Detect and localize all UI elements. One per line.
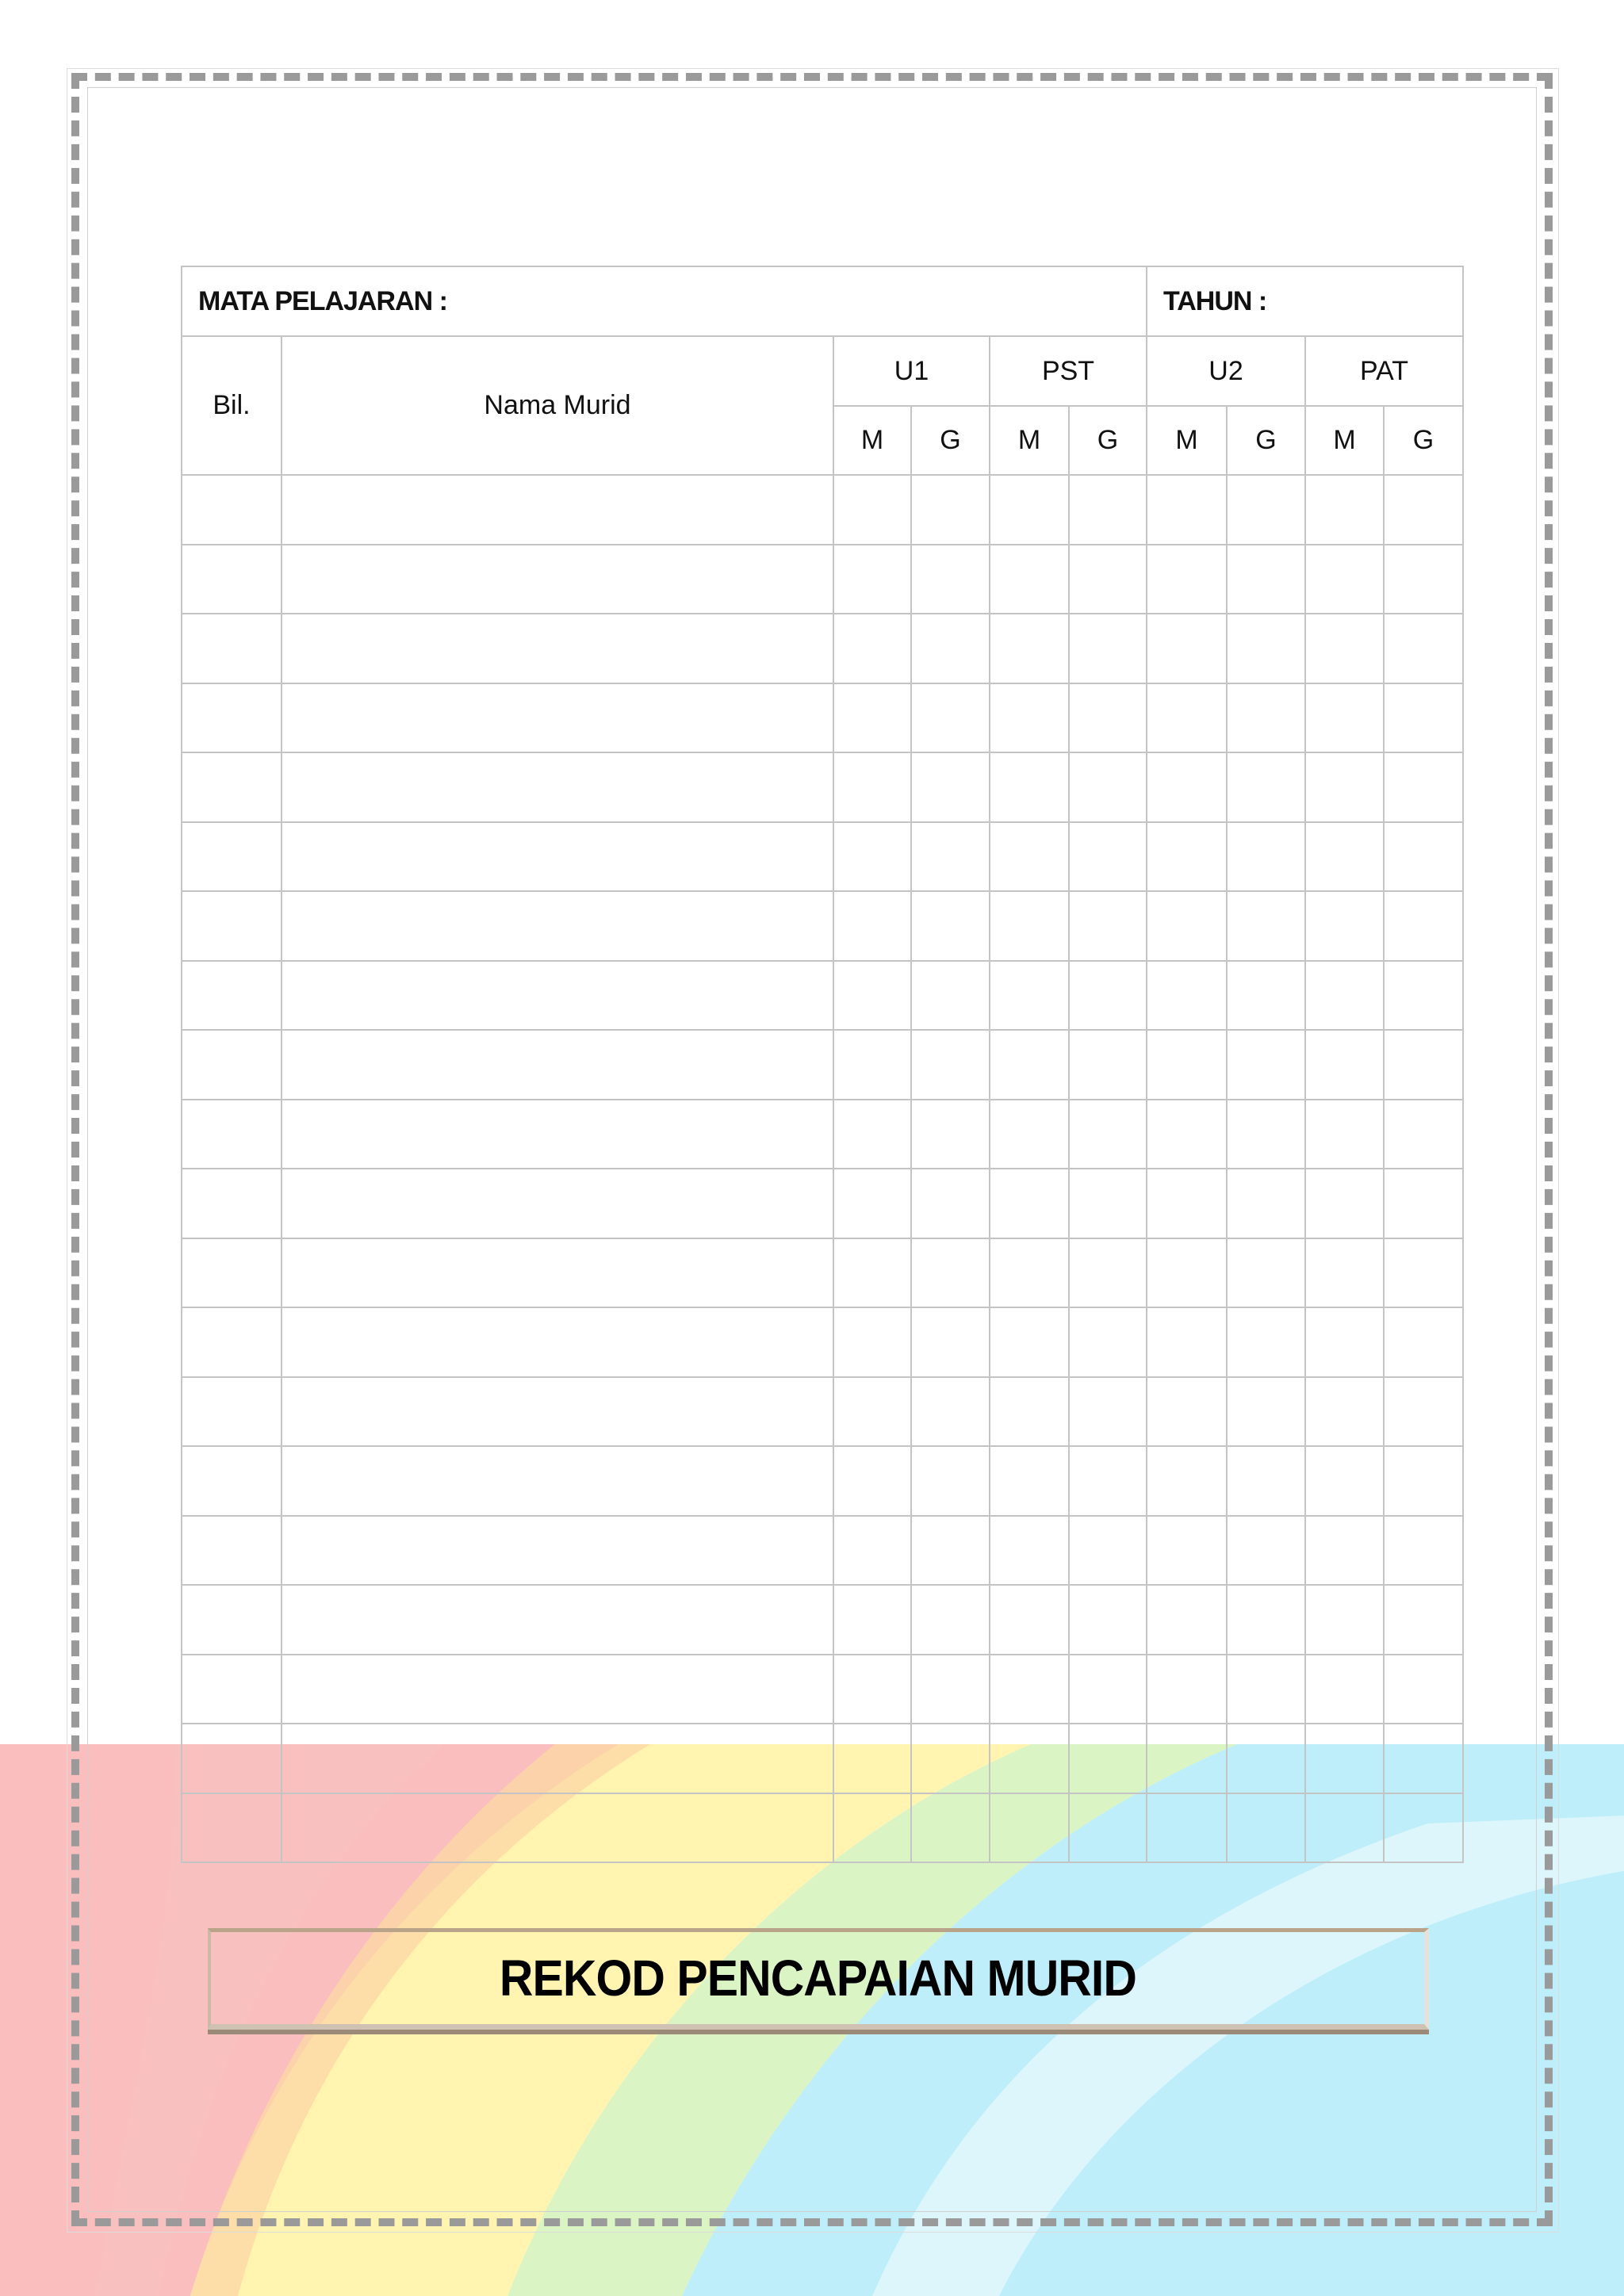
table-row	[182, 752, 1463, 822]
cell-pst-m[interactable]	[990, 891, 1069, 961]
cell-student-name[interactable]	[282, 891, 833, 961]
table-row	[182, 683, 1463, 753]
cell-u2-g[interactable]	[1227, 1516, 1305, 1586]
cell-student-name[interactable]	[282, 1724, 833, 1793]
cell-pst-m[interactable]	[990, 1169, 1069, 1238]
cell-pat-g[interactable]	[1384, 1377, 1463, 1447]
cell-pat-m[interactable]	[1305, 1030, 1384, 1100]
cell-pst-m[interactable]	[990, 1238, 1069, 1308]
cell-number[interactable]	[182, 961, 282, 1031]
cell-u2-m[interactable]	[1147, 614, 1227, 683]
cell-pat-m[interactable]	[1305, 1238, 1384, 1308]
cell-pat-g[interactable]	[1384, 1516, 1463, 1586]
table-row	[182, 1446, 1463, 1516]
cell-pst-g[interactable]	[1069, 545, 1147, 614]
cell-u2-m[interactable]	[1147, 1655, 1227, 1724]
column-header-student-name: Nama Murid	[282, 336, 833, 475]
cell-u1-g[interactable]	[911, 1377, 990, 1447]
cell-pat-m[interactable]	[1305, 752, 1384, 822]
table-header-row-exams	[182, 336, 1463, 406]
cell-u2-g[interactable]	[1227, 752, 1305, 822]
cell-pat-g[interactable]	[1384, 1585, 1463, 1655]
cell-student-name[interactable]	[282, 1238, 833, 1308]
cell-pst-m[interactable]	[990, 822, 1069, 892]
table-row	[182, 1655, 1463, 1724]
cell-pst-m[interactable]	[990, 1585, 1069, 1655]
cell-pst-g[interactable]	[1069, 1793, 1147, 1863]
cell-student-name[interactable]	[282, 961, 833, 1031]
cell-pat-m[interactable]	[1305, 614, 1384, 683]
cell-student-name[interactable]	[282, 545, 833, 614]
column-header-exam-u2: U2	[1147, 336, 1305, 406]
cell-u2-m[interactable]	[1147, 1030, 1227, 1100]
cell-pat-g[interactable]	[1384, 1724, 1463, 1793]
cell-u1-g[interactable]	[911, 1030, 990, 1100]
cell-u1-m[interactable]	[833, 1100, 911, 1169]
cell-u2-m[interactable]	[1147, 822, 1227, 892]
cell-u1-m[interactable]	[833, 1724, 911, 1793]
cell-number[interactable]	[182, 1724, 282, 1793]
cell-pst-g[interactable]	[1069, 822, 1147, 892]
cell-student-name[interactable]	[282, 1100, 833, 1169]
achievement-record-table	[181, 266, 1464, 1863]
cell-pat-g[interactable]	[1384, 822, 1463, 892]
cell-student-name[interactable]	[282, 683, 833, 753]
cell-number[interactable]	[182, 1169, 282, 1238]
cell-pat-m[interactable]	[1305, 1446, 1384, 1516]
cell-number[interactable]	[182, 1516, 282, 1586]
cell-pat-g[interactable]	[1384, 1446, 1463, 1516]
cell-u2-m[interactable]	[1147, 1238, 1227, 1308]
cell-pat-m[interactable]	[1305, 822, 1384, 892]
cell-u2-g[interactable]	[1227, 1446, 1305, 1516]
table-row	[182, 1238, 1463, 1308]
cell-pat-g[interactable]	[1384, 1655, 1463, 1724]
cell-number[interactable]	[182, 614, 282, 683]
cell-u1-g[interactable]	[911, 475, 990, 545]
cell-u2-m[interactable]	[1147, 1585, 1227, 1655]
cell-pst-m[interactable]	[990, 614, 1069, 683]
cell-number[interactable]	[182, 1377, 282, 1447]
cell-u1-m[interactable]	[833, 475, 911, 545]
cell-pst-m[interactable]	[990, 752, 1069, 822]
cell-pst-m[interactable]	[990, 1516, 1069, 1586]
cell-pst-m[interactable]	[990, 961, 1069, 1031]
cell-u2-m[interactable]	[1147, 1307, 1227, 1377]
cell-u1-m[interactable]	[833, 1169, 911, 1238]
cell-pst-g[interactable]	[1069, 1446, 1147, 1516]
cell-u1-m[interactable]	[833, 1238, 911, 1308]
cell-pat-g[interactable]	[1384, 1030, 1463, 1100]
subcolumn-pst-g: G	[1069, 406, 1147, 475]
cell-pst-m[interactable]	[990, 683, 1069, 753]
cell-pst-g[interactable]	[1069, 1516, 1147, 1586]
table-row	[182, 614, 1463, 683]
cell-u2-m[interactable]	[1147, 475, 1227, 545]
cell-pst-m[interactable]	[990, 1655, 1069, 1724]
subcolumn-u2-m: M	[1147, 406, 1227, 475]
cell-pat-m[interactable]	[1305, 683, 1384, 753]
cell-u1-g[interactable]	[911, 1516, 990, 1586]
cell-pst-g[interactable]	[1069, 1030, 1147, 1100]
cell-pat-g[interactable]	[1384, 1238, 1463, 1308]
cell-u2-m[interactable]	[1147, 1169, 1227, 1238]
cell-u1-g[interactable]	[911, 1446, 990, 1516]
cell-pst-g[interactable]	[1069, 1724, 1147, 1793]
cell-pat-g[interactable]	[1384, 545, 1463, 614]
cell-pat-m[interactable]	[1305, 1169, 1384, 1238]
cell-u2-g[interactable]	[1227, 1377, 1305, 1447]
subcolumn-pat-m: M	[1305, 406, 1384, 475]
cell-u1-m[interactable]	[833, 1516, 911, 1586]
cell-pst-g[interactable]	[1069, 1377, 1147, 1447]
cell-student-name[interactable]	[282, 752, 833, 822]
cell-u1-m[interactable]	[833, 1377, 911, 1447]
cell-pat-m[interactable]	[1305, 1377, 1384, 1447]
cell-pat-g[interactable]	[1384, 1793, 1463, 1863]
cell-number[interactable]	[182, 1655, 282, 1724]
cell-u1-m[interactable]	[833, 961, 911, 1031]
subcolumn-u2-g: G	[1227, 406, 1305, 475]
cell-pat-g[interactable]	[1384, 1169, 1463, 1238]
cell-pat-g[interactable]	[1384, 1307, 1463, 1377]
cell-pat-m[interactable]	[1305, 891, 1384, 961]
cell-pat-g[interactable]	[1384, 1100, 1463, 1169]
cell-u1-m[interactable]	[833, 1446, 911, 1516]
cell-pat-m[interactable]	[1305, 1724, 1384, 1793]
cell-u1-g[interactable]	[911, 1655, 990, 1724]
cell-u2-g[interactable]	[1227, 1585, 1305, 1655]
cell-number[interactable]	[182, 545, 282, 614]
cell-pst-m[interactable]	[990, 1377, 1069, 1447]
cell-pst-m[interactable]	[990, 545, 1069, 614]
year-label-cell[interactable]	[1147, 266, 1463, 336]
column-header-exam-u1: U1	[833, 336, 990, 406]
cell-student-name[interactable]	[282, 1516, 833, 1586]
cell-u2-m[interactable]	[1147, 891, 1227, 961]
cell-u1-m[interactable]	[833, 1307, 911, 1377]
cell-pat-m[interactable]	[1305, 1516, 1384, 1586]
table-row	[182, 891, 1463, 961]
table-body	[182, 475, 1463, 1862]
cell-u2-m[interactable]	[1147, 1377, 1227, 1447]
column-header-exam-pst: PST	[990, 336, 1147, 406]
cell-pst-m[interactable]	[990, 1446, 1069, 1516]
cell-pst-m[interactable]	[990, 1030, 1069, 1100]
page-title: REKOD PENCAPAIAN MURID	[499, 1950, 1136, 2007]
cell-u2-m[interactable]	[1147, 683, 1227, 753]
column-header-exam-pat: PAT	[1305, 336, 1463, 406]
cell-u1-g[interactable]	[911, 614, 990, 683]
cell-pst-g[interactable]	[1069, 961, 1147, 1031]
cell-pat-g[interactable]	[1384, 891, 1463, 961]
table-row	[182, 1793, 1463, 1863]
cell-u2-g[interactable]	[1227, 1238, 1305, 1308]
cell-pst-m[interactable]	[990, 1793, 1069, 1863]
cell-student-name[interactable]	[282, 1793, 833, 1863]
cell-number[interactable]	[182, 1030, 282, 1100]
cell-pst-m[interactable]	[990, 1307, 1069, 1377]
cell-number[interactable]	[182, 1100, 282, 1169]
cell-u2-m[interactable]	[1147, 1100, 1227, 1169]
subject-label-cell[interactable]	[182, 266, 1147, 336]
cell-u1-g[interactable]	[911, 1793, 990, 1863]
cell-number[interactable]	[182, 1793, 282, 1863]
cell-pst-g[interactable]	[1069, 1100, 1147, 1169]
cell-u2-m[interactable]	[1147, 961, 1227, 1031]
table-header-row-subject	[182, 266, 1463, 336]
subcolumn-pst-m: M	[990, 406, 1069, 475]
cell-pat-m[interactable]	[1305, 1100, 1384, 1169]
cell-student-name[interactable]	[282, 1446, 833, 1516]
cell-student-name[interactable]	[282, 822, 833, 892]
cell-pat-g[interactable]	[1384, 614, 1463, 683]
cell-pat-g[interactable]	[1384, 683, 1463, 753]
cell-pat-g[interactable]	[1384, 475, 1463, 545]
cell-number[interactable]	[182, 1585, 282, 1655]
table-row	[182, 1030, 1463, 1100]
cell-u1-m[interactable]	[833, 1030, 911, 1100]
cell-u2-m[interactable]	[1147, 752, 1227, 822]
cell-pst-g[interactable]	[1069, 1307, 1147, 1377]
column-header-number: Bil.	[182, 336, 282, 475]
cell-pst-g[interactable]	[1069, 891, 1147, 961]
cell-u2-g[interactable]	[1227, 1655, 1305, 1724]
cell-u1-g[interactable]	[911, 1169, 990, 1238]
cell-pst-g[interactable]	[1069, 683, 1147, 753]
cell-u1-m[interactable]	[833, 1655, 911, 1724]
cell-u1-g[interactable]	[911, 891, 990, 961]
cell-pat-m[interactable]	[1305, 475, 1384, 545]
cell-u2-m[interactable]	[1147, 1793, 1227, 1863]
cell-pst-m[interactable]	[990, 475, 1069, 545]
cell-pat-m[interactable]	[1305, 1655, 1384, 1724]
cell-u2-m[interactable]	[1147, 1446, 1227, 1516]
cell-number[interactable]	[182, 891, 282, 961]
subcolumn-pat-g: G	[1384, 406, 1463, 475]
subcolumn-u1-g: G	[911, 406, 990, 475]
cell-pat-m[interactable]	[1305, 545, 1384, 614]
cell-pat-m[interactable]	[1305, 1307, 1384, 1377]
table-row	[182, 1516, 1463, 1586]
cell-pst-g[interactable]	[1069, 1585, 1147, 1655]
cell-u2-m[interactable]	[1147, 545, 1227, 614]
cell-number[interactable]	[182, 822, 282, 892]
cell-pst-g[interactable]	[1069, 614, 1147, 683]
cell-u1-m[interactable]	[833, 545, 911, 614]
cell-u1-g[interactable]	[911, 683, 990, 753]
cell-u2-g[interactable]	[1227, 614, 1305, 683]
cell-u1-m[interactable]	[833, 1793, 911, 1863]
cell-u2-m[interactable]	[1147, 1724, 1227, 1793]
title-banner	[208, 1928, 1429, 2030]
cell-u1-m[interactable]	[833, 752, 911, 822]
cell-student-name[interactable]	[282, 1377, 833, 1447]
cell-pat-m[interactable]	[1305, 1585, 1384, 1655]
table-row	[182, 475, 1463, 545]
cell-pst-g[interactable]	[1069, 1169, 1147, 1238]
cell-u1-g[interactable]	[911, 545, 990, 614]
cell-u2-m[interactable]	[1147, 1516, 1227, 1586]
cell-u2-g[interactable]	[1227, 1030, 1305, 1100]
cell-student-name[interactable]	[282, 1585, 833, 1655]
cell-pst-m[interactable]	[990, 1100, 1069, 1169]
cell-number[interactable]	[182, 475, 282, 545]
cell-u1-m[interactable]	[833, 822, 911, 892]
cell-pst-g[interactable]	[1069, 752, 1147, 822]
cell-u1-g[interactable]	[911, 1724, 990, 1793]
cell-u1-g[interactable]	[911, 1100, 990, 1169]
cell-u2-g[interactable]	[1227, 1724, 1305, 1793]
cell-pst-g[interactable]	[1069, 1238, 1147, 1308]
cell-student-name[interactable]	[282, 1169, 833, 1238]
cell-u1-g[interactable]	[911, 1585, 990, 1655]
cell-u2-g[interactable]	[1227, 1169, 1305, 1238]
cell-pat-g[interactable]	[1384, 752, 1463, 822]
cell-u2-g[interactable]	[1227, 961, 1305, 1031]
cell-u1-g[interactable]	[911, 822, 990, 892]
cell-student-name[interactable]	[282, 1030, 833, 1100]
cell-u1-m[interactable]	[833, 614, 911, 683]
cell-u1-g[interactable]	[911, 1238, 990, 1308]
cell-number[interactable]	[182, 752, 282, 822]
cell-u2-g[interactable]	[1227, 683, 1305, 753]
cell-pat-m[interactable]	[1305, 1793, 1384, 1863]
cell-u1-m[interactable]	[833, 891, 911, 961]
table-row	[182, 1100, 1463, 1169]
cell-pst-m[interactable]	[990, 1724, 1069, 1793]
cell-number[interactable]	[182, 1446, 282, 1516]
cell-u1-m[interactable]	[833, 683, 911, 753]
cell-pst-g[interactable]	[1069, 475, 1147, 545]
cell-u2-g[interactable]	[1227, 1100, 1305, 1169]
subject-label: MATA PELAJARAN :	[198, 285, 447, 316]
cell-u2-g[interactable]	[1227, 1793, 1305, 1863]
cell-student-name[interactable]	[282, 1655, 833, 1724]
cell-pat-g[interactable]	[1384, 961, 1463, 1031]
cell-u2-g[interactable]	[1227, 475, 1305, 545]
table-row	[182, 822, 1463, 892]
table-row	[182, 1169, 1463, 1238]
cell-u2-g[interactable]	[1227, 891, 1305, 961]
cell-u2-g[interactable]	[1227, 545, 1305, 614]
table-row	[182, 961, 1463, 1031]
cell-number[interactable]	[182, 1307, 282, 1377]
cell-student-name[interactable]	[282, 1307, 833, 1377]
cell-student-name[interactable]	[282, 475, 833, 545]
table-row	[182, 1307, 1463, 1377]
table-row	[182, 1377, 1463, 1447]
table-row	[182, 545, 1463, 614]
cell-pst-g[interactable]	[1069, 1655, 1147, 1724]
cell-u1-m[interactable]	[833, 1585, 911, 1655]
cell-student-name[interactable]	[282, 614, 833, 683]
table-row	[182, 1585, 1463, 1655]
cell-number[interactable]	[182, 1238, 282, 1308]
subcolumn-u1-m: M	[833, 406, 911, 475]
cell-u1-g[interactable]	[911, 752, 990, 822]
year-label: TAHUN :	[1163, 285, 1267, 316]
cell-number[interactable]	[182, 683, 282, 753]
table-row	[182, 1724, 1463, 1793]
cell-pat-m[interactable]	[1305, 961, 1384, 1031]
cell-u1-g[interactable]	[911, 961, 990, 1031]
cell-u2-g[interactable]	[1227, 1307, 1305, 1377]
cell-u1-g[interactable]	[911, 1307, 990, 1377]
cell-u2-g[interactable]	[1227, 822, 1305, 892]
